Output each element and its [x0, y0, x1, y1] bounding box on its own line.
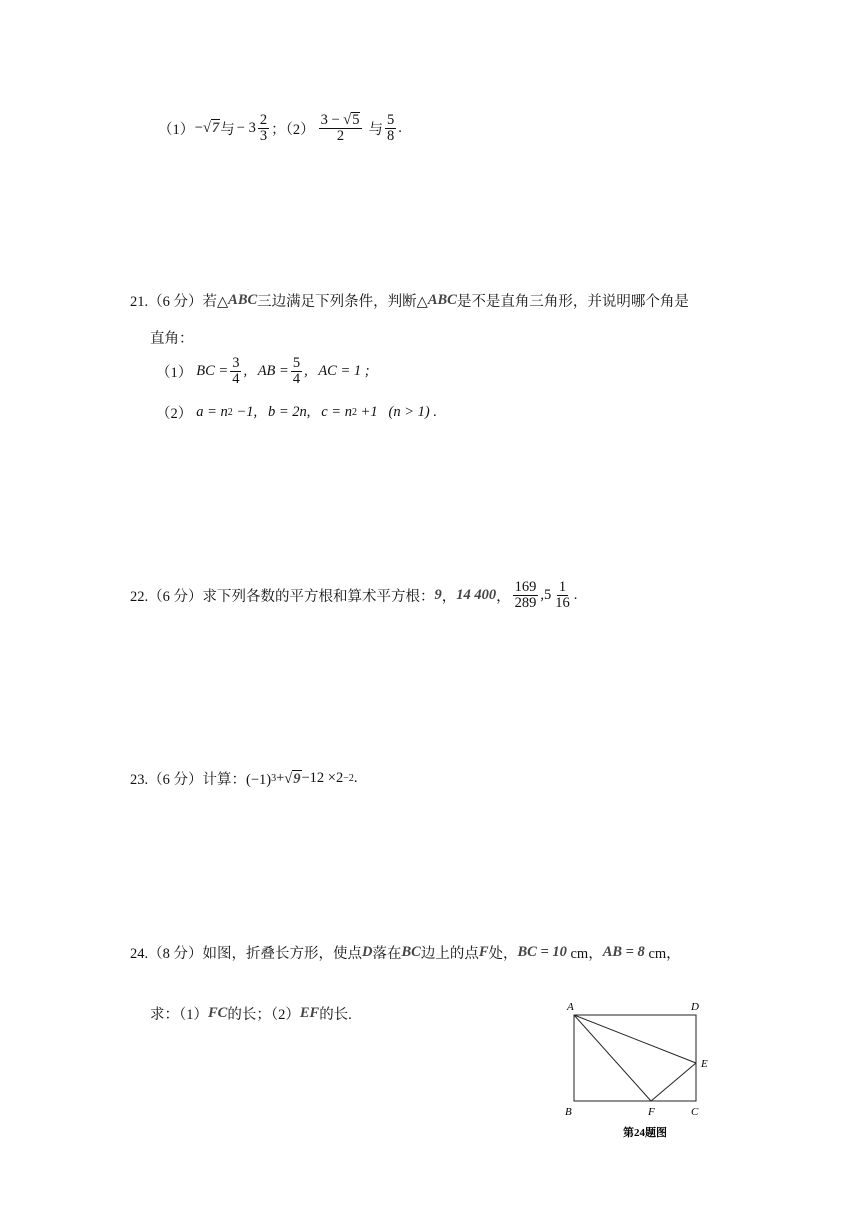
period: . — [573, 587, 578, 604]
radicand: 7 — [212, 120, 220, 137]
triangle-name: ABC — [427, 292, 457, 308]
numerator: 5 — [386, 111, 395, 128]
point-name: F — [478, 944, 489, 960]
q21-question — [130, 290, 689, 311]
question-text: 三边满足下列条件，判断△ — [257, 294, 428, 310]
figure-24-diagram — [555, 995, 725, 1145]
exponent: −2 — [343, 773, 354, 784]
q22-question — [130, 580, 577, 611]
fraction-5-4 — [291, 356, 302, 387]
q24-ask — [150, 1003, 352, 1024]
fraction-1-16 — [553, 580, 572, 611]
sqrt-7: √ 7 — [203, 120, 220, 137]
mixed-whole: ,5 — [540, 587, 552, 604]
numerator: 3 − √ 5 — [319, 112, 363, 129]
item-label: （2） — [156, 406, 193, 422]
equation-part: , AC = 1 ; — [304, 363, 370, 380]
separator: ；（2） — [271, 121, 315, 138]
comma: ， — [441, 589, 457, 606]
equation-part: , AB = — [243, 363, 289, 380]
segment-name: EF — [299, 1005, 320, 1021]
exponent: 2 — [351, 407, 357, 418]
equation-part: BC = — [196, 363, 229, 380]
numerator: 1 — [558, 579, 567, 595]
label-f: F — [648, 1106, 655, 1118]
equation-part: a = n — [196, 404, 228, 420]
fraction-169-289 — [513, 580, 539, 611]
connector: 与 — [368, 121, 383, 138]
numerator: 5 — [292, 355, 301, 371]
minus-sign: − — [194, 119, 204, 136]
plus-sign: + — [276, 770, 285, 786]
unit: cm， — [644, 946, 681, 962]
question-text: 边上的点 — [420, 946, 479, 962]
radicand: 9 — [293, 770, 301, 787]
period: . — [398, 119, 402, 136]
fraction-3-minus-sqrt5 — [319, 112, 363, 144]
segment-fe — [651, 1063, 696, 1101]
numerator: 2 — [259, 111, 268, 128]
rectangle-abcd — [574, 1015, 696, 1101]
label-a: A — [567, 1001, 574, 1013]
question-text: 直角： — [150, 331, 194, 347]
segment-name: FC — [208, 1005, 228, 1021]
figure-caption: 第24题图 — [623, 1127, 667, 1139]
fraction-2-3 — [258, 113, 269, 144]
numerator: 169 — [514, 579, 537, 595]
q21-question-cont — [150, 327, 194, 348]
segment-ae — [574, 1015, 696, 1063]
q23-question — [130, 768, 358, 789]
question-text: 的长；（2） — [227, 1007, 300, 1023]
denominator: 2 — [336, 128, 345, 145]
question-number: 21.（6 分）若△ — [130, 294, 229, 310]
equation-part: −1, b = 2n, c = n — [232, 404, 352, 420]
question-text: 是不是直角三角形，并说明哪个角是 — [456, 294, 689, 310]
denominator: 4 — [232, 371, 240, 388]
q20-sub-items — [158, 112, 402, 144]
mixed-whole: − 3 — [236, 119, 256, 136]
label-c: C — [691, 1106, 699, 1118]
question-text: 22.（6 分）求下列各数的平方根和算术平方根： — [130, 589, 435, 606]
exponent: 3 — [271, 773, 277, 784]
connector: 与 — [220, 121, 235, 138]
denominator: 3 — [259, 127, 268, 144]
label-b: B — [565, 1106, 572, 1118]
numerator: 3 — [232, 355, 240, 371]
question-text: 处， — [488, 946, 518, 962]
sqrt-9: √ 9 — [284, 770, 301, 787]
label-e: E — [701, 1058, 708, 1070]
comma: ， — [496, 589, 511, 606]
q21-condition-2 — [156, 402, 437, 423]
fraction-5-8 — [385, 113, 396, 144]
radicand: 5 — [352, 112, 360, 128]
item-label: （1） — [156, 365, 193, 382]
number: 14 400 — [456, 587, 497, 604]
q21-condition-1 — [156, 356, 370, 387]
question-text: 的长. — [319, 1007, 352, 1023]
unit: cm， — [566, 946, 603, 962]
expression: −12 ×2 — [301, 770, 344, 786]
fraction-3-4 — [230, 356, 241, 387]
segment-name: BC — [401, 944, 421, 960]
triangle-name: ABC — [228, 292, 258, 308]
number: 9 — [434, 587, 442, 604]
equation-part: +1 (n > 1) . — [356, 404, 437, 420]
question-text: 24.（8 分）如图，折叠长方形，使点 — [130, 946, 362, 962]
denominator: 16 — [555, 595, 570, 612]
question-text: 求：（1） — [150, 1007, 208, 1023]
period: . — [353, 770, 358, 786]
exponent: 2 — [227, 407, 233, 418]
label-d: D — [691, 1001, 699, 1013]
point-name: D — [362, 944, 373, 960]
item-label: （1） — [158, 121, 195, 138]
equation: AB = 8 — [602, 944, 645, 960]
equation: BC = 10 — [517, 944, 567, 960]
question-text: 23.（6 分）计算：(−1) — [130, 772, 272, 788]
question-text: 落在 — [372, 946, 402, 962]
denominator: 289 — [514, 595, 537, 612]
denominator: 4 — [292, 371, 301, 388]
num-part: 3 − — [320, 112, 340, 128]
q24-question — [130, 942, 681, 963]
denominator: 8 — [386, 127, 395, 144]
segment-af — [574, 1015, 651, 1101]
